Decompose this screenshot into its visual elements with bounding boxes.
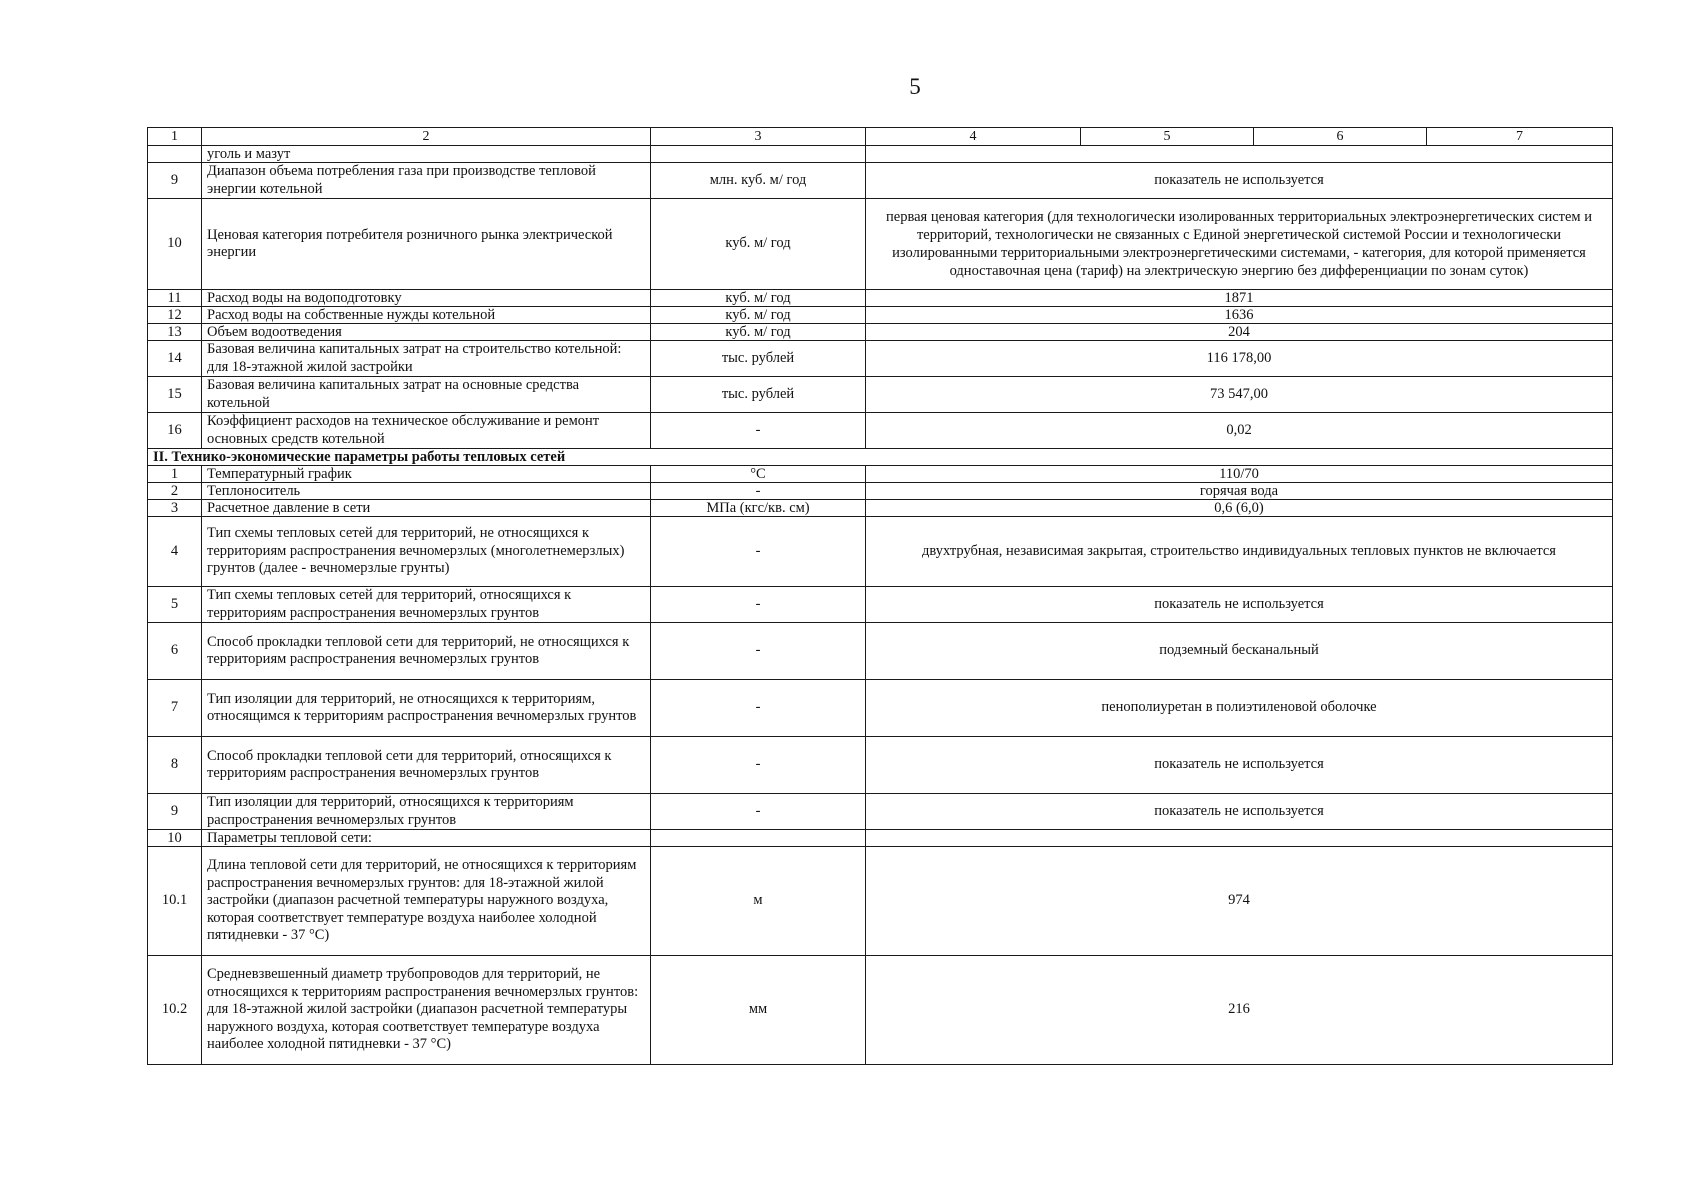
row-unit: - bbox=[651, 794, 866, 830]
row-number: 15 bbox=[148, 377, 202, 413]
row-number: 9 bbox=[148, 794, 202, 830]
continuation-text: уголь и мазут bbox=[202, 146, 651, 163]
row-value: показатель не используется bbox=[866, 163, 1613, 199]
row-number: 2 bbox=[148, 483, 202, 500]
row-number: 11 bbox=[148, 290, 202, 307]
column-header: 3 bbox=[651, 128, 866, 146]
table-row bbox=[148, 324, 1613, 341]
row-value: 110/70 bbox=[866, 466, 1613, 483]
row-number: 9 bbox=[148, 163, 202, 199]
table-row bbox=[148, 290, 1613, 307]
row-name: Температурный график bbox=[202, 466, 651, 483]
table-row bbox=[148, 466, 1613, 483]
row-value: 0,02 bbox=[866, 413, 1613, 449]
row-value: показатель не используется bbox=[866, 737, 1613, 794]
row-unit: мм bbox=[651, 956, 866, 1065]
row-name: Расчетное давление в сети bbox=[202, 500, 651, 517]
parameters-table bbox=[147, 127, 1613, 1065]
row-value: двухтрубная, независимая закрытая, строительство индивидуальных тепловых пунктов не включается bbox=[866, 517, 1613, 587]
row-unit: куб. м/ год bbox=[651, 307, 866, 324]
row-number: 10 bbox=[148, 830, 202, 847]
column-header: 5 bbox=[1081, 128, 1254, 146]
row-number: 3 bbox=[148, 500, 202, 517]
table-row bbox=[148, 341, 1613, 377]
row-name: Способ прокладки тепловой сети для территорий, относящихся к территориям распространения вечномерзлых грунтов bbox=[202, 737, 651, 794]
row-value: подземный бесканальный bbox=[866, 623, 1613, 680]
row-name: Объем водоотведения bbox=[202, 324, 651, 341]
row-number: 12 bbox=[148, 307, 202, 324]
column-header: 7 bbox=[1427, 128, 1613, 146]
table-row bbox=[148, 680, 1613, 737]
row-name: Коэффициент расходов на техническое обслуживание и ремонт основных средств котельной bbox=[202, 413, 651, 449]
row-name: Тип изоляции для территорий, относящихся к территориям распространения вечномерзлых грунтов bbox=[202, 794, 651, 830]
row-unit: млн. куб. м/ год bbox=[651, 163, 866, 199]
row-value: 116 178,00 bbox=[866, 341, 1613, 377]
table-row bbox=[148, 623, 1613, 680]
row-name: Базовая величина капитальных затрат на строительство котельной: для 18-этажной жилой застройки bbox=[202, 341, 651, 377]
row-value: пенополиуретан в полиэтиленовой оболочке bbox=[866, 680, 1613, 737]
row-number: 10 bbox=[148, 199, 202, 290]
row-unit: - bbox=[651, 413, 866, 449]
row-name: Расход воды на собственные нужды котельной bbox=[202, 307, 651, 324]
table-row bbox=[148, 794, 1613, 830]
row-value: 204 bbox=[866, 324, 1613, 341]
row-number: 13 bbox=[148, 324, 202, 341]
row-value: горячая вода bbox=[866, 483, 1613, 500]
row-name: Расход воды на водоподготовку bbox=[202, 290, 651, 307]
table-row bbox=[148, 199, 1613, 290]
row-number: 7 bbox=[148, 680, 202, 737]
row-name: Базовая величина капитальных затрат на основные средства котельной bbox=[202, 377, 651, 413]
row-unit: - bbox=[651, 737, 866, 794]
table-header-row bbox=[148, 128, 1613, 146]
row-unit: куб. м/ год bbox=[651, 199, 866, 290]
row-name: Способ прокладки тепловой сети для территорий, не относящихся к территориям распространения вечномерзлых грунтов bbox=[202, 623, 651, 680]
row-unit: МПа (кгс/кв. см) bbox=[651, 500, 866, 517]
section-title: II. Технико-экономические параметры работы тепловых сетей bbox=[148, 449, 1613, 466]
row-number: 16 bbox=[148, 413, 202, 449]
row-name: Ценовая категория потребителя розничного рынка электрической энергии bbox=[202, 199, 651, 290]
row-unit: тыс. рублей bbox=[651, 341, 866, 377]
row-unit: °С bbox=[651, 466, 866, 483]
column-header: 4 bbox=[866, 128, 1081, 146]
table-row bbox=[148, 847, 1613, 956]
row-name: Диапазон объема потребления газа при производстве тепловой энергии котельной bbox=[202, 163, 651, 199]
row-unit: - bbox=[651, 517, 866, 587]
table-row bbox=[148, 307, 1613, 324]
row-number: 6 bbox=[148, 623, 202, 680]
table-row bbox=[148, 587, 1613, 623]
row-number: 10.1 bbox=[148, 847, 202, 956]
row-value: показатель не используется bbox=[866, 794, 1613, 830]
table-row bbox=[148, 413, 1613, 449]
row-value: первая ценовая категория (для технологически изолированных территориальных электроэнергетических систем и территорий, технологически не связанных с Единой энергетической системой России и технологически изолированными территориальными электроэнергетическими системами, - категория, для которой применяется одноставочная цена (тариф) на электрическую энергию без дифференциации по зонам суток) bbox=[866, 199, 1613, 290]
page-number: 5 bbox=[909, 74, 921, 99]
row-number: 1 bbox=[148, 466, 202, 483]
row-unit: м bbox=[651, 847, 866, 956]
row-number: 4 bbox=[148, 517, 202, 587]
row-value: 1636 bbox=[866, 307, 1613, 324]
row-unit: - bbox=[651, 623, 866, 680]
row-name: Тип схемы тепловых сетей для территорий, не относящихся к территориям распространения вечномерзлых (многолетнемерзлых) грунтов (далее - вечномерзлые грунты) bbox=[202, 517, 651, 587]
row-value: 1871 bbox=[866, 290, 1613, 307]
row-value: 73 547,00 bbox=[866, 377, 1613, 413]
table-row bbox=[148, 830, 1613, 847]
row-number: 14 bbox=[148, 341, 202, 377]
row-unit: куб. м/ год bbox=[651, 290, 866, 307]
row-unit: тыс. рублей bbox=[651, 377, 866, 413]
table-row bbox=[148, 956, 1613, 1065]
row-value: показатель не используется bbox=[866, 587, 1613, 623]
row-name: Средневзвешенный диаметр трубопроводов для территорий, не относящихся к территориям распространения вечномерзлых грунтов: для 18-этажной жилой застройки (диапазон расчетной температуры наружного воздуха, которая соответствует температуре воздуха наиболее холодной пятидневки - 37 °С) bbox=[202, 956, 651, 1065]
row-value: 216 bbox=[866, 956, 1613, 1065]
table-row bbox=[148, 737, 1613, 794]
row-name: Параметры тепловой сети: bbox=[202, 830, 651, 847]
continuation-row bbox=[148, 146, 1613, 163]
row-unit: - bbox=[651, 483, 866, 500]
section-heading-row bbox=[148, 449, 1613, 466]
row-value: 0,6 (6,0) bbox=[866, 500, 1613, 517]
row-number: 10.2 bbox=[148, 956, 202, 1065]
row-name: Длина тепловой сети для территорий, не относящихся к территориям распространения вечномерзлых грунтов: для 18-этажной жилой застройки (диапазон расчетной температуры наружного воздуха, которая соответствует температуре воздуха наиболее холодной пятидневки - 37 °С) bbox=[202, 847, 651, 956]
row-name: Тип схемы тепловых сетей для территорий, относящихся к территориям распространения вечномерзлых грунтов bbox=[202, 587, 651, 623]
row-name: Теплоноситель bbox=[202, 483, 651, 500]
table-row bbox=[148, 377, 1613, 413]
row-unit: куб. м/ год bbox=[651, 324, 866, 341]
row-unit: - bbox=[651, 680, 866, 737]
table-row bbox=[148, 500, 1613, 517]
column-header: 6 bbox=[1254, 128, 1427, 146]
table-row bbox=[148, 163, 1613, 199]
row-value: 974 bbox=[866, 847, 1613, 956]
row-unit: - bbox=[651, 587, 866, 623]
table-row bbox=[148, 517, 1613, 587]
row-number: 8 bbox=[148, 737, 202, 794]
table-row bbox=[148, 483, 1613, 500]
row-name: Тип изоляции для территорий, не относящихся к территориям, относящимся к территориям распространения вечномерзлых грунтов bbox=[202, 680, 651, 737]
column-header: 2 bbox=[202, 128, 651, 146]
column-header: 1 bbox=[148, 128, 202, 146]
row-number: 5 bbox=[148, 587, 202, 623]
